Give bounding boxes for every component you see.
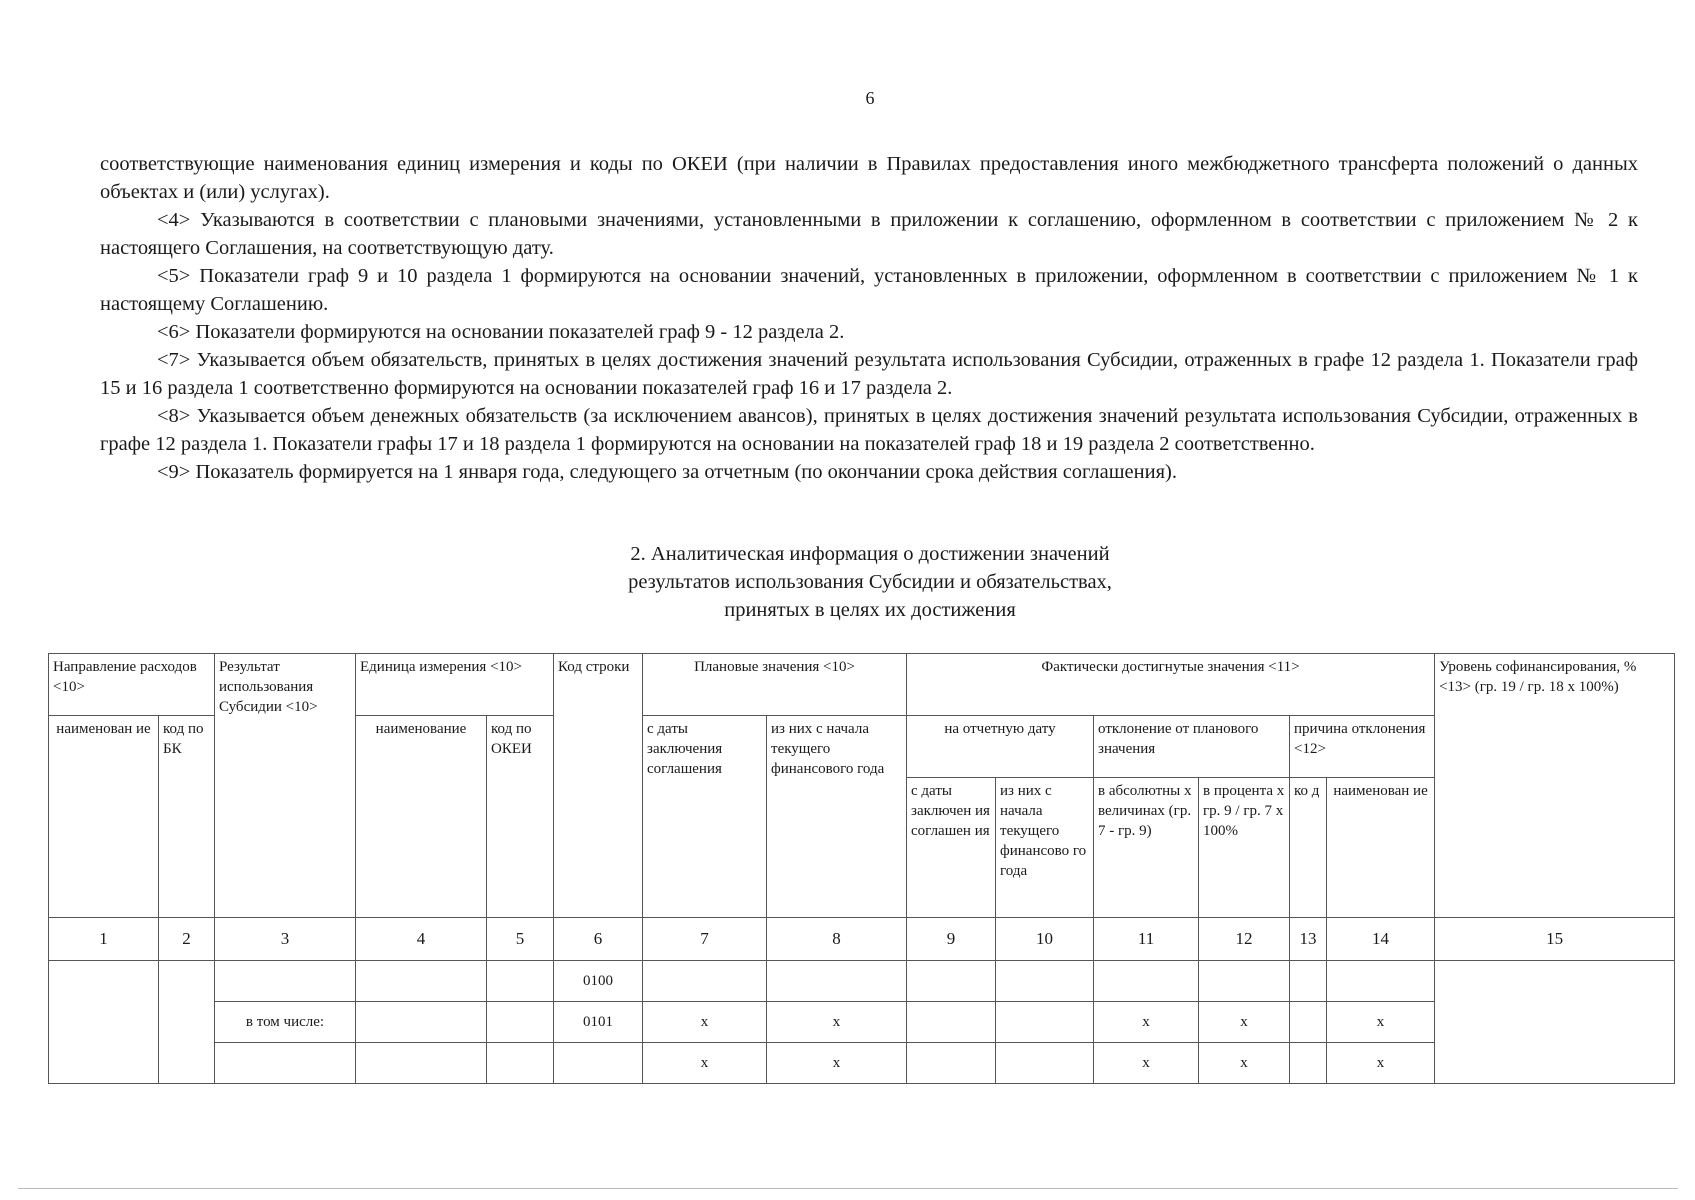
header-fact-current-year: из них с начала текущего финансово го года [996, 778, 1094, 918]
header-plan: Плановые значения <10> [643, 654, 907, 716]
page-bottom-rule [18, 1188, 1678, 1189]
table-cell [356, 1043, 487, 1084]
x-mark-cell: x [767, 1043, 907, 1084]
x-mark-cell: x [767, 1002, 907, 1043]
header-reason-name: наименован ие [1327, 778, 1435, 918]
table-cell [487, 1043, 554, 1084]
table-cell [1094, 961, 1199, 1002]
table-cell [996, 961, 1094, 1002]
header-direction: Направление расходов <10> [49, 654, 215, 716]
table-cell [907, 1002, 996, 1043]
header-cofinancing: Уровень софинансирования, % <13> (гр. 19 / гр. 18 х 100%) [1435, 654, 1675, 918]
section-title-line: принятых в целях их достижения [724, 599, 1016, 621]
section-title-line: 2. Аналитическая информация о достижении значений [630, 543, 1110, 565]
table-cell [1199, 961, 1290, 1002]
column-number: 14 [1327, 918, 1435, 961]
header-fact: Фактически достигнутые значения <11> [907, 654, 1435, 716]
table-cell [49, 961, 159, 1084]
header-unit: Единица измерения <10> [356, 654, 554, 716]
column-number: 15 [1435, 918, 1675, 961]
header-deviation-percent: в процента х гр. 9 / гр. 7 х 100% [1199, 778, 1290, 918]
table-cell [907, 961, 996, 1002]
x-mark-cell: x [1327, 1043, 1435, 1084]
column-number: 1 [49, 918, 159, 961]
column-number: 5 [487, 918, 554, 961]
table-cell [996, 1043, 1094, 1084]
header-direction-code: код по БК [159, 716, 215, 918]
header-deviation-absolute: в абсолютны х величинах (гр. 7 - гр. 9) [1094, 778, 1199, 918]
footnote-5: <5> Показатели граф 9 и 10 раздела 1 формируются на основании значений, установленных в приложении, оформленном в соответствии с приложением № 1 к настоящему Соглашению. [100, 265, 1638, 315]
column-number: 8 [767, 918, 907, 961]
row-code-cell: 0101 [554, 1002, 643, 1043]
x-mark-cell: x [643, 1043, 767, 1084]
column-number: 2 [159, 918, 215, 961]
column-number: 9 [907, 918, 996, 961]
footnote-6: <6> Показатели формируются на основании показателей граф 9 - 12 раздела 2. [157, 321, 845, 343]
header-direction-name: наименован ие [49, 716, 159, 918]
table-cell [1290, 961, 1327, 1002]
header-fact-report-date: на отчетную дату [907, 716, 1094, 778]
table-row [49, 1043, 1675, 1084]
footnote-8: <8> Указывается объем денежных обязательств (за исключением авансов), принятых в целях достижения значений результата использования Субсидии, отраженных в графе 12 раздела 1. Показатели графы 17 и 18 раздела 1 формируются на основании на показателей граф 18 и 19 раздела 2 соответственно. [100, 405, 1638, 455]
x-mark-cell: x [1094, 1002, 1199, 1043]
table-row [49, 1002, 1675, 1043]
footnote-4: <4> Указываются в соответствии с плановыми значениями, установленными в приложении к соглашению, оформленном в соответствии с приложением № 2 к настоящего Соглашения, на соответствующую дату. [100, 209, 1638, 259]
row-code-cell: 0100 [554, 961, 643, 1002]
table-cell [1290, 1002, 1327, 1043]
column-number: 12 [1199, 918, 1290, 961]
footnote-9: <9> Показатель формируется на 1 января года, следующего за отчетным (по окончании срока действия соглашения). [157, 461, 1177, 483]
x-mark-cell: x [1094, 1043, 1199, 1084]
column-number: 7 [643, 918, 767, 961]
table-cell [643, 961, 767, 1002]
header-plan-from-start: с даты заключения соглашения [643, 716, 767, 918]
x-mark-cell: x [643, 1002, 767, 1043]
table-cell [767, 961, 907, 1002]
header-unit-okei: код по ОКЕИ [487, 716, 554, 918]
table-cell [356, 961, 487, 1002]
column-number: 4 [356, 918, 487, 961]
section-title-line: результатов использования Субсидии и обязательствах, [628, 571, 1112, 593]
header-fact-deviation: отклонение от планового значения [1094, 716, 1290, 778]
table-cell [215, 1043, 356, 1084]
x-mark-cell: x [1327, 1002, 1435, 1043]
table-cell [1290, 1043, 1327, 1084]
column-number: 10 [996, 918, 1094, 961]
header-row-code: Код строки [554, 654, 643, 918]
including-label-cell: в том числе: [215, 1002, 356, 1043]
x-mark-cell: x [1199, 1043, 1290, 1084]
table-cell [356, 1002, 487, 1043]
footnote-7: <7> Указывается объем обязательств, принятых в целях достижения значений результата использования Субсидии, отраженных в графе 12 раздела 1. Показатели граф 15 и 16 раздела 1 соответственно формируются на основании показателей граф 16 и 17 раздела 2. [100, 349, 1638, 399]
table-cell [487, 961, 554, 1002]
table-cell [1435, 961, 1675, 1084]
table-cell [215, 961, 356, 1002]
header-fact-reason: причина отклонения <12> [1290, 716, 1435, 778]
table-row [49, 961, 1675, 1002]
table-cell [487, 1002, 554, 1043]
footnotes [100, 150, 1638, 486]
header-row-1 [49, 654, 1675, 716]
column-number: 13 [1290, 918, 1327, 961]
table-cell [1327, 961, 1435, 1002]
header-fact-from-start: с даты заключен ия соглашен ия [907, 778, 996, 918]
header-plan-current-year: из них с начала текущего финансового года [767, 716, 907, 918]
table-cell [907, 1043, 996, 1084]
header-reason-code: ко д [1290, 778, 1327, 918]
column-number: 11 [1094, 918, 1199, 961]
column-number: 3 [215, 918, 356, 961]
header-result: Результат использования Субсидии <10> [215, 654, 356, 918]
section-title [0, 540, 1695, 624]
table-cell [159, 961, 215, 1084]
header-unit-name: наименование [356, 716, 487, 918]
analytics-table [48, 653, 1675, 1084]
page-number: 6 [865, 88, 875, 108]
table-cell [996, 1002, 1094, 1043]
table-cell [554, 1043, 643, 1084]
x-mark-cell: x [1199, 1002, 1290, 1043]
column-number-row [49, 918, 1675, 961]
footnote-continuation: соответствующие наименования единиц измерения и коды по ОКЕИ (при наличии в Правилах предоставления иного межбюджетного трансферта положений о данных объектах и (или) услугах). [100, 153, 1638, 203]
column-number: 6 [554, 918, 643, 961]
